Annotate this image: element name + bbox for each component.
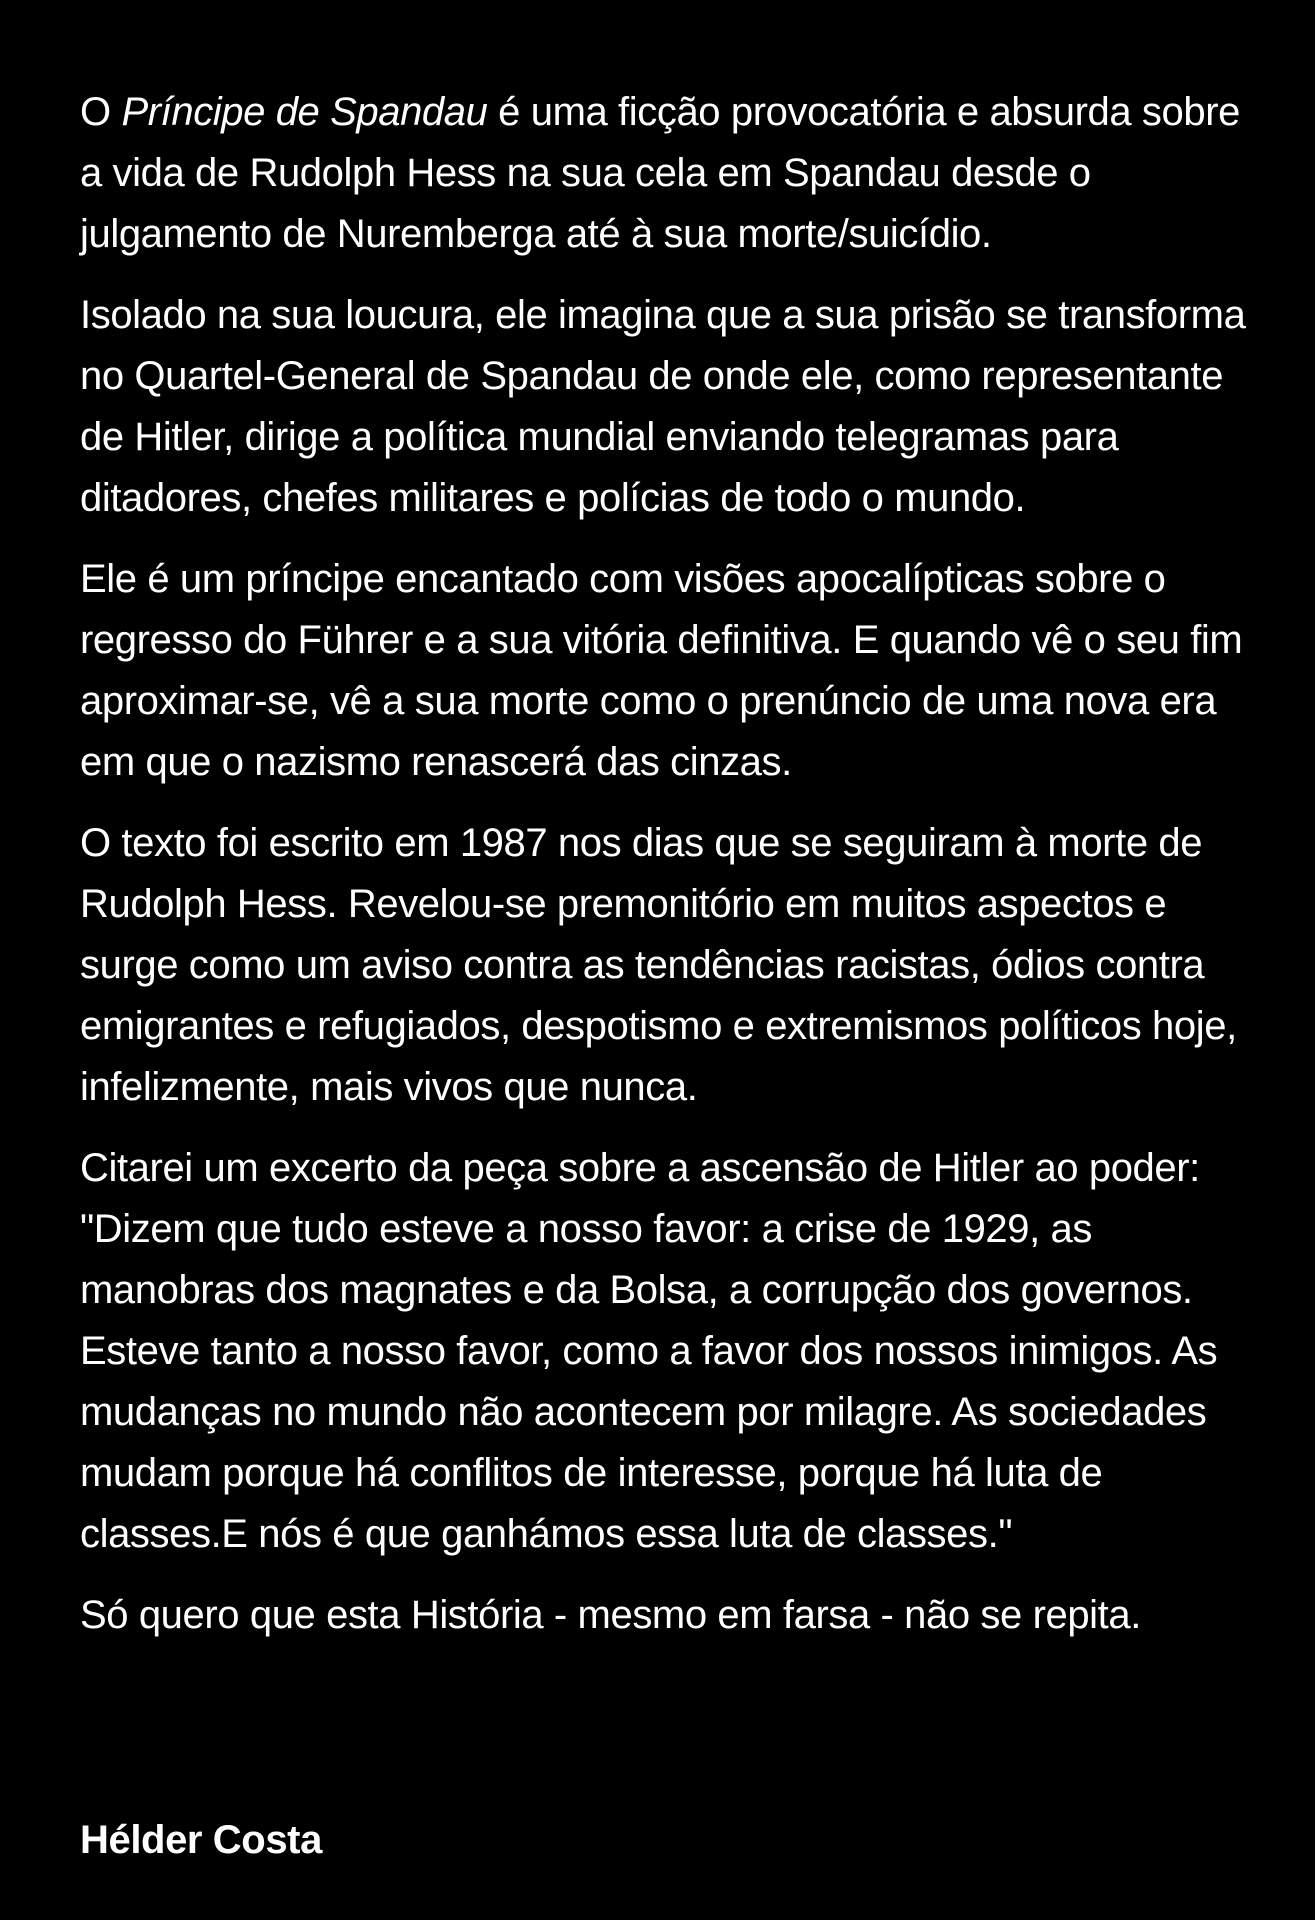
intro-paragraph (80, 82, 1260, 265)
play-title: Príncipe de Spandau (121, 90, 488, 134)
paragraph-text-origin: O texto foi escrito em 1987 nos dias que se seguiram à morte de Rudolph Hess. Revelou-se premonitório em muitos aspectos e surge como um aviso contra as tendências racistas, ódios contra emigrantes e refugiados, despotismo e extremismos políticos hoje, infelizmente, mais vivos que nunca. (80, 821, 1237, 1109)
paragraph-excerpt: Citarei um excerto da peça sobre a ascensão de Hitler ao poder: "Dizem que tudo esteve a nosso favor: a crise de 1929, as manobras dos magnates e da Bolsa, a corrupção dos governos. Esteve tanto a nosso favor, como a favor dos nossos inimigos. As mudanças no mundo não acontecem por milagre. As sociedades mudam porque há conflitos de interesse, porque há luta de classes.E nós é que ganhámos essa luta de classes." (80, 1146, 1218, 1556)
article-body (80, 82, 1260, 1666)
paragraph-prince: Ele é um príncipe encantado com visões apocalípticas sobre o regresso do Führer e a sua vitória definitiva. E quando vê o seu fim aproximar-se, vê a sua morte como o prenúncio de uma nova era em que o nazismo renascerá das cinzas. (80, 557, 1243, 784)
author-signature: Hélder Costa (80, 1818, 322, 1862)
intro-rest: é uma ficção provocatória e absurda sobre a vida de Rudolph Hess na sua cela em Spandau desde o julgamento de Nuremberga até à sua morte/suicídio. (80, 90, 1240, 256)
intro-lead: O (80, 90, 122, 134)
paragraph-closing: Só quero que esta História - mesmo em farsa - não se repita. (80, 1593, 1141, 1637)
paragraph-isolation: Isolado na sua loucura, ele imagina que a sua prisão se transforma no Quartel-General de Spandau de onde ele, como representante de Hitler, dirige a política mundial enviando telegramas para ditadores, chefes militares e polícias de todo o mundo. (80, 293, 1246, 520)
